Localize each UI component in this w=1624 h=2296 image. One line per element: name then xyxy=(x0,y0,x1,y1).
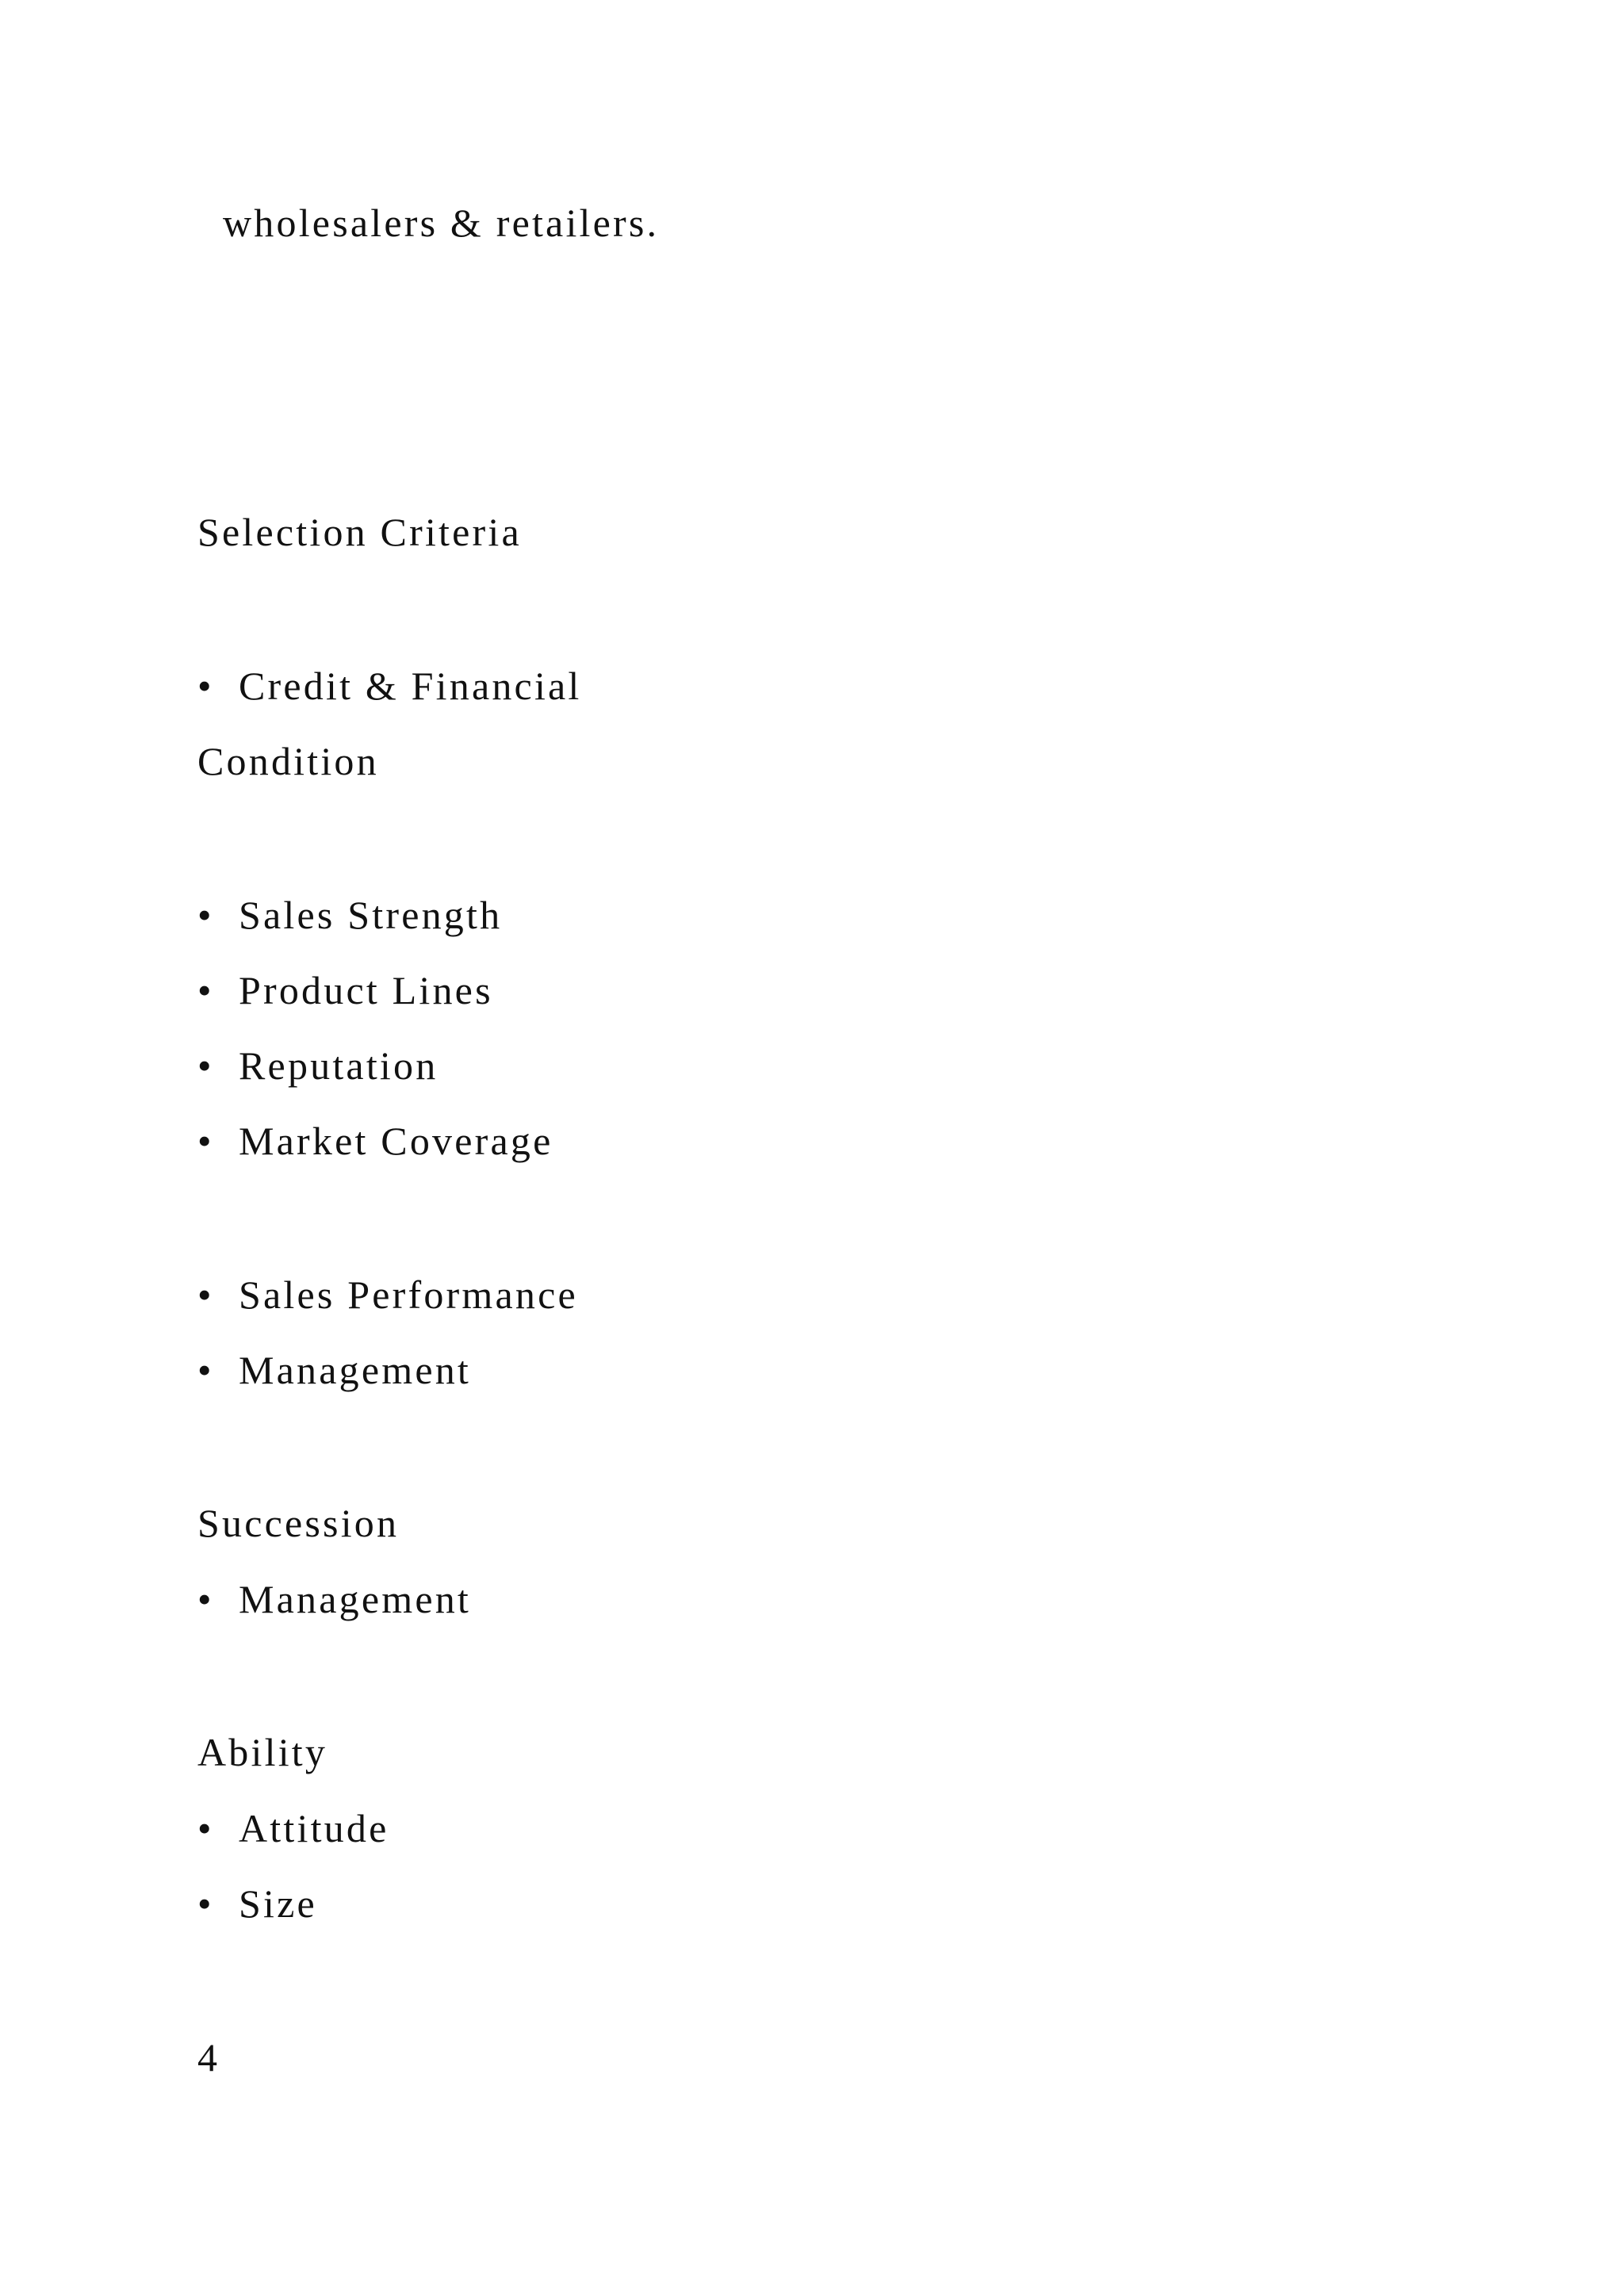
list-item-label: Sales Strength xyxy=(239,893,503,937)
list-item xyxy=(197,970,493,1010)
continuation-text: Succession xyxy=(197,1501,400,1545)
list-item xyxy=(197,1881,317,1926)
list-item xyxy=(197,1121,553,1161)
bullet-icon: • xyxy=(197,1806,214,1850)
bullet-icon: • xyxy=(197,1043,214,1088)
bullet-icon: • xyxy=(197,1272,214,1317)
list-item-label: Sales Performance xyxy=(239,1272,578,1317)
list-item-label: Reputation xyxy=(239,1043,439,1088)
list-item-label: Credit & Financial xyxy=(239,664,582,708)
list-item-label: Attitude xyxy=(239,1806,389,1850)
bullet-icon: • xyxy=(197,1881,214,1926)
list-item xyxy=(197,1579,471,1619)
list-item-label: Product Lines xyxy=(239,968,493,1012)
page-number: 4 xyxy=(197,2035,220,2080)
section-heading: Selection Criteria xyxy=(197,510,522,554)
bullet-icon: • xyxy=(197,1348,214,1392)
continuation-text: wholesalers & retailers. xyxy=(223,201,660,245)
list-item xyxy=(197,1350,471,1390)
list-item-label: Management xyxy=(239,1577,472,1621)
list-item-label: Management xyxy=(239,1348,472,1392)
bullet-icon: • xyxy=(197,664,214,708)
continuation-text: Ability xyxy=(197,1730,328,1774)
list-item-label: Size xyxy=(239,1881,317,1926)
bullet-icon: • xyxy=(197,1577,214,1621)
continuation-text: Condition xyxy=(197,739,379,783)
bullet-icon: • xyxy=(197,893,214,937)
list-item xyxy=(197,666,582,706)
list-item-label: Market Coverage xyxy=(239,1119,553,1163)
bullet-icon: • xyxy=(197,968,214,1012)
list-item xyxy=(197,895,502,935)
list-item xyxy=(197,1272,578,1317)
list-item xyxy=(197,1043,439,1088)
list-item xyxy=(197,1808,389,1848)
bullet-icon: • xyxy=(197,1119,214,1163)
